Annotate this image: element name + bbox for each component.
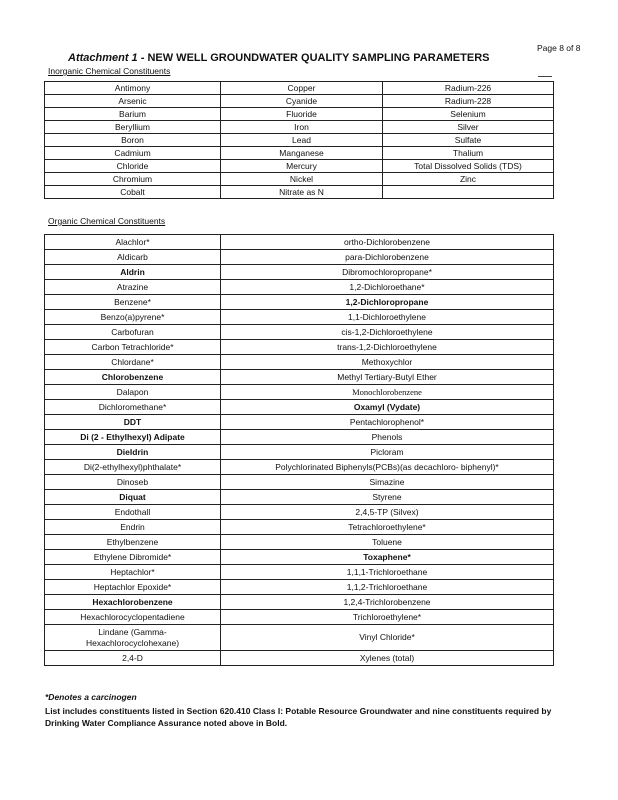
- table-cell: Phenols: [221, 430, 554, 445]
- table-row: [45, 400, 554, 415]
- table-cell: Cobalt: [45, 186, 221, 199]
- table-row: [45, 415, 554, 430]
- table-cell: ortho-Dichlorobenzene: [221, 235, 554, 250]
- inorganic-section-label: Inorganic Chemical Constituents: [48, 66, 171, 76]
- table-cell: Endrin: [45, 520, 221, 535]
- table-cell: Nitrate as N: [221, 186, 383, 199]
- table-row: [45, 340, 554, 355]
- footnote-text: List includes constituents listed in Section 620.410 Class I: Potable Resource Groundwater and nine constituents required by Drinking Water Compliance Assurance noted above in Bold.: [45, 706, 552, 728]
- table-row: [45, 147, 554, 160]
- table-row: [45, 186, 554, 199]
- table-cell: Methyl Tertiary-Butyl Ether: [221, 370, 554, 385]
- table-row: [45, 580, 554, 595]
- table-cell: Simazine: [221, 475, 554, 490]
- table-cell: Carbofuran: [45, 325, 221, 340]
- table-row: [45, 121, 554, 134]
- table-row: [45, 295, 554, 310]
- table-cell: Xylenes (total): [221, 651, 554, 666]
- table-row: [45, 134, 554, 147]
- table-cell: Hexachlorocyclopentadiene: [45, 610, 221, 625]
- table-cell: Picloram: [221, 445, 554, 460]
- table-cell: Endothall: [45, 505, 221, 520]
- table-row: [45, 355, 554, 370]
- table-cell: Polychlorinated Biphenyls(PCBs)(as decachloro- biphenyl)*: [221, 460, 554, 475]
- table-row: [45, 535, 554, 550]
- table-row: [45, 445, 554, 460]
- table-cell: Mercury: [221, 160, 383, 173]
- table-cell: Pentachlorophenol*: [221, 415, 554, 430]
- table-cell: Arsenic: [45, 95, 221, 108]
- table-row: [45, 520, 554, 535]
- table-row: [45, 490, 554, 505]
- table-row: [45, 265, 554, 280]
- table-cell: Aldrin: [45, 265, 221, 280]
- table-cell: Styrene: [221, 490, 554, 505]
- table-cell: para-Dichlorobenzene: [221, 250, 554, 265]
- page-number: Page 8 of 8: [537, 43, 581, 53]
- table-cell: Chlorobenzene: [45, 370, 221, 385]
- table-cell: Diquat: [45, 490, 221, 505]
- table-cell: Benzene*: [45, 295, 221, 310]
- table-cell: 1,1-Dichloroethylene: [221, 310, 554, 325]
- table-row: [45, 565, 554, 580]
- attachment-label: Attachment 1: [68, 52, 138, 64]
- table-cell: Vinyl Chloride*: [221, 625, 554, 651]
- organic-table: [44, 234, 554, 666]
- table-cell: Di(2-ethylhexyl)phthalate*: [45, 460, 221, 475]
- table-cell: 2,4-D: [45, 651, 221, 666]
- table-cell: Selenium: [383, 108, 554, 121]
- table-cell: Iron: [221, 121, 383, 134]
- table-cell: Nickel: [221, 173, 383, 186]
- table-cell: Chlordane*: [45, 355, 221, 370]
- table-cell: Methoxychlor: [221, 355, 554, 370]
- table-cell: Atrazine: [45, 280, 221, 295]
- table-row: [45, 95, 554, 108]
- table-row: [45, 505, 554, 520]
- table-cell: Dichloromethane*: [45, 400, 221, 415]
- table-row: [45, 108, 554, 121]
- table-cell: Thalium: [383, 147, 554, 160]
- organic-section-label: Organic Chemical Constituents: [48, 216, 166, 226]
- table-row: [45, 370, 554, 385]
- table-cell: [383, 186, 554, 199]
- table-cell: Sulfate: [383, 134, 554, 147]
- table-row: [45, 310, 554, 325]
- table-cell: Chromium: [45, 173, 221, 186]
- table-cell: Cyanide: [221, 95, 383, 108]
- table-cell: 1,1,2-Trichloroethane: [221, 580, 554, 595]
- table-cell: Boron: [45, 134, 221, 147]
- divider: [538, 76, 552, 77]
- table-cell: Radium-228: [383, 95, 554, 108]
- table-cell: Barium: [45, 108, 221, 121]
- table-cell: Dinoseb: [45, 475, 221, 490]
- table-cell: Dibromochloropropane*: [221, 265, 554, 280]
- table-row: [45, 610, 554, 625]
- table-cell: Chloride: [45, 160, 221, 173]
- table-cell: 1,2,4-Trichlorobenzene: [221, 595, 554, 610]
- table-cell: Ethylbenzene: [45, 535, 221, 550]
- title-text: - NEW WELL GROUNDWATER QUALITY SAMPLING PARAMETERS: [137, 52, 490, 64]
- table-cell: Benzo(a)pyrene*: [45, 310, 221, 325]
- table-cell: Manganese: [221, 147, 383, 160]
- table-cell: Carbon Tetrachloride*: [45, 340, 221, 355]
- table-cell: Dalapon: [45, 385, 221, 400]
- table-row: [45, 173, 554, 186]
- table-cell: Heptachlor Epoxide*: [45, 580, 221, 595]
- table-cell: trans-1,2-Dichloroethylene: [221, 340, 554, 355]
- table-cell: Cadmium: [45, 147, 221, 160]
- table-cell: Radium-226: [383, 82, 554, 95]
- table-cell: Alachlor*: [45, 235, 221, 250]
- table-cell: Hexachlorobenzene: [45, 595, 221, 610]
- table-cell: Silver: [383, 121, 554, 134]
- table-cell: Beryllium: [45, 121, 221, 134]
- table-cell: 1,2-Dichloropropane: [221, 295, 554, 310]
- table-row: [45, 550, 554, 565]
- table-row: [45, 625, 554, 651]
- table-cell: Heptachlor*: [45, 565, 221, 580]
- table-row: [45, 160, 554, 173]
- table-cell: 2,4,5-TP (Silvex): [221, 505, 554, 520]
- table-cell: Ethylene Dibromide*: [45, 550, 221, 565]
- table-cell: Toxaphene*: [221, 550, 554, 565]
- table-cell: Antimony: [45, 82, 221, 95]
- footnote-title: *Denotes a carcinogen: [45, 692, 137, 702]
- table-cell: cis-1,2-Dichloroethylene: [221, 325, 554, 340]
- table-row: [45, 250, 554, 265]
- table-row: [45, 595, 554, 610]
- table-cell: Oxamyl (Vydate): [221, 400, 554, 415]
- table-row: [45, 460, 554, 475]
- table-cell: Lead: [221, 134, 383, 147]
- table-row: [45, 385, 554, 400]
- table-cell: 1,2-Dichloroethane*: [221, 280, 554, 295]
- table-row: [45, 651, 554, 666]
- table-cell: Aldicarb: [45, 250, 221, 265]
- table-row: [45, 325, 554, 340]
- table-cell: Zinc: [383, 173, 554, 186]
- table-cell: Toluene: [221, 535, 554, 550]
- table-cell: Copper: [221, 82, 383, 95]
- table-cell: DDT: [45, 415, 221, 430]
- table-cell: Total Dissolved Solids (TDS): [383, 160, 554, 173]
- table-cell: Lindane (Gamma- Hexachlorocyclohexane): [45, 625, 221, 651]
- table-cell: Fluoride: [221, 108, 383, 121]
- table-row: [45, 430, 554, 445]
- table-row: [45, 280, 554, 295]
- page-title: [68, 52, 489, 64]
- table-row: [45, 235, 554, 250]
- table-row: [45, 475, 554, 490]
- table-cell: Di (2 - Ethylhexyl) Adipate: [45, 430, 221, 445]
- table-cell: 1,1,1-Trichloroethane: [221, 565, 554, 580]
- table-cell: Dieldrin: [45, 445, 221, 460]
- table-row: [45, 82, 554, 95]
- table-cell: Trichloroethylene*: [221, 610, 554, 625]
- table-cell: Monochlorobenzene: [221, 385, 554, 400]
- table-cell: Tetrachloroethylene*: [221, 520, 554, 535]
- inorganic-table: [44, 81, 554, 199]
